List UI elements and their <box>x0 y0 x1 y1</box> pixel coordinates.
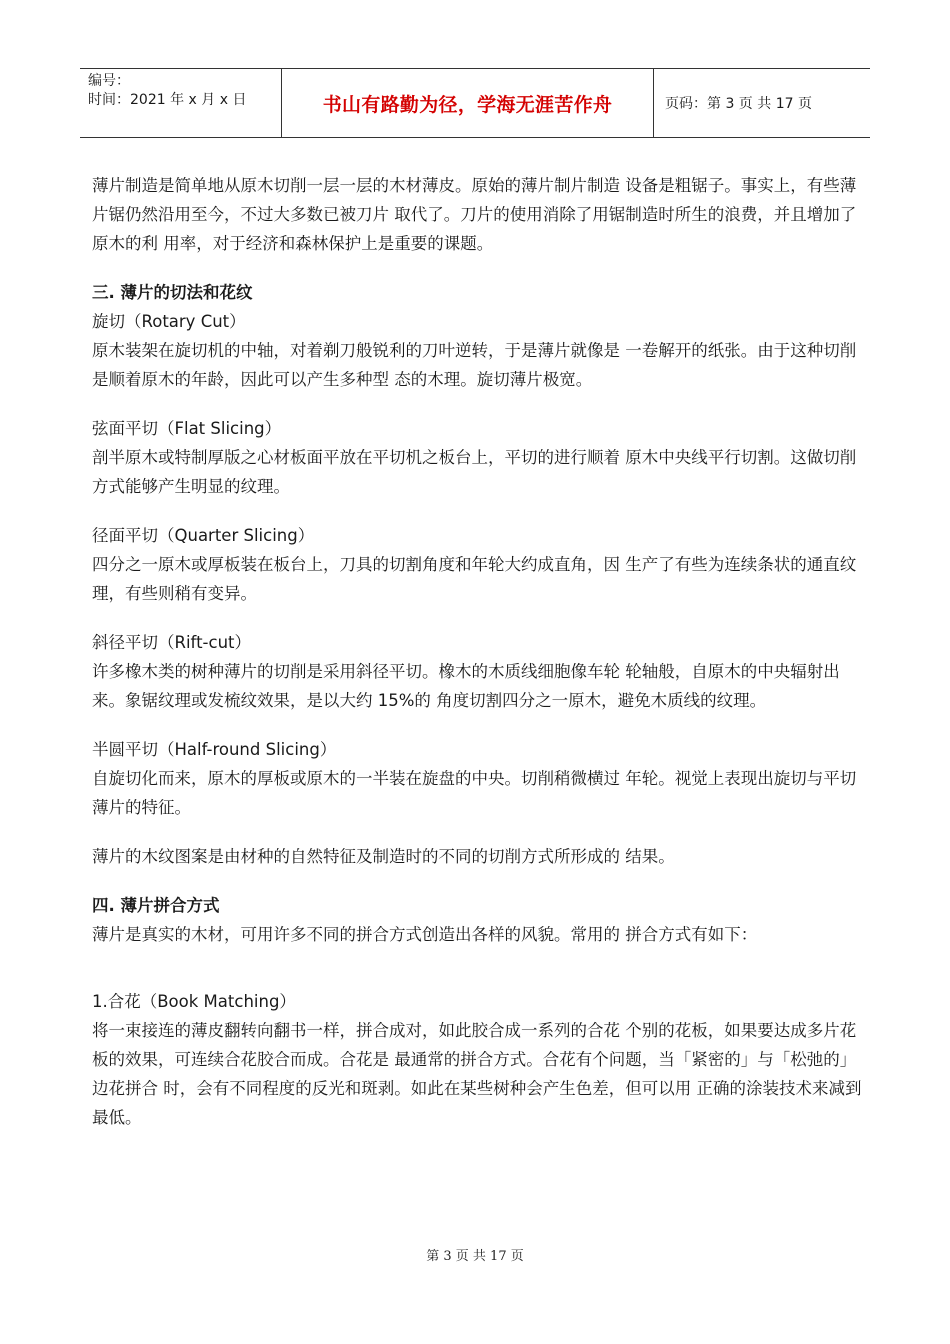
header-meta <box>80 69 282 137</box>
flat-paragraph: 剖半原木或特制厚版之心材板面平放在平切机之板台上，平切的进行顺着 原木中央线平行切割。这做切削方式能够产生明显的纹理。 <box>92 448 857 496</box>
section-4-intro: 薄片是真实的木材，可用许多不同的拼合方式创造出各样的风貌。常用的 拼合方式有如下： <box>92 925 758 944</box>
header-page-info: 页码：第 3 页 共 17 页 <box>665 96 812 112</box>
grain-summary-paragraph: 薄片的木纹图案是由材种的自然特征及制造时的不同的切削方式所形成的 结果。 <box>92 847 675 866</box>
intro-paragraph: 薄片制造是简单地从原木切削一层一层的木材薄皮。原始的薄片制片制造 设备是粗锯子。事实上，有些薄片锯仍然沿用至今，不过大多数已被刀片 取代了。刀片的使用消除了用锯制造时所生的浪费，并且增加了原木的利 用率，对于经济和森林保护上是重要的课题。 <box>92 176 857 253</box>
motto: 书山有路勤为径，学海无涯苦作舟 <box>322 93 613 116</box>
book-matching-paragraph: 将一束接连的薄皮翻转向翻书一样，拼合成对，如此胶合成一系列的合花 个别的花板，如果要达成多片花板的效果，可连续合花胶合而成。合花是 最通常的拼合方式。合花有个问题，当「紧密的」与「松弛的」边花拼合 时，会有不同程度的反光和斑剥。如此在某些树种会产生色差，但可以用 正确的涂装技术来减到最低。 <box>92 1021 862 1127</box>
page-footer: 第 3 页 共 17 页 <box>426 1249 524 1264</box>
rift-paragraph: 许多橡木类的树种薄片的切削是采用斜径平切。橡木的木质线细胞像车轮 轮轴般，自原木的中央辐射出来。象锯纹理或发梳纹效果，是以大约 15%的 角度切割四分之一原木，避免木质线的纹理。 <box>92 662 840 710</box>
halfround-paragraph: 自旋切化而来，原木的厚板或原木的一半装在旋盘的中央。切削稍微横过 年轮。视觉上表现出旋切与平切薄片的特征。 <box>92 769 857 817</box>
rift-heading: 斜径平切（Rift-cut） <box>92 633 251 652</box>
document-body <box>92 171 862 1132</box>
halfround-heading: 半圆平切（Half-round Slicing） <box>92 740 337 759</box>
book-matching-heading: 1.合花（Book Matching） <box>92 992 296 1011</box>
quarter-heading: 径面平切（Quarter Slicing） <box>92 526 315 545</box>
header-motto-cell <box>282 69 654 137</box>
flat-heading: 弦面平切（Flat Slicing） <box>92 419 282 438</box>
page-header <box>80 68 870 138</box>
rotary-heading: 旋切（Rotary Cut） <box>92 312 246 331</box>
serial-label: 编号： <box>88 73 130 89</box>
section-3-heading: 三. 薄片的切法和花纹 <box>92 283 253 302</box>
quarter-paragraph: 四分之一原木或厚板装在板台上，刀具的切割角度和年轮大约成直角，因 生产了有些为连续条状的通直纹理，有些则稍有变异。 <box>92 555 857 603</box>
date-label: 时间：2021 年 x 月 x 日 <box>88 92 247 108</box>
section-4-heading: 四. 薄片拼合方式 <box>92 896 220 915</box>
rotary-paragraph: 原木装架在旋切机的中轴，对着剃刀般锐利的刀叶逆转，于是薄片就像是 一卷解开的纸张。由于这种切削是顺着原木的年龄，因此可以产生多种型 态的木理。旋切薄片极宽。 <box>92 341 857 389</box>
